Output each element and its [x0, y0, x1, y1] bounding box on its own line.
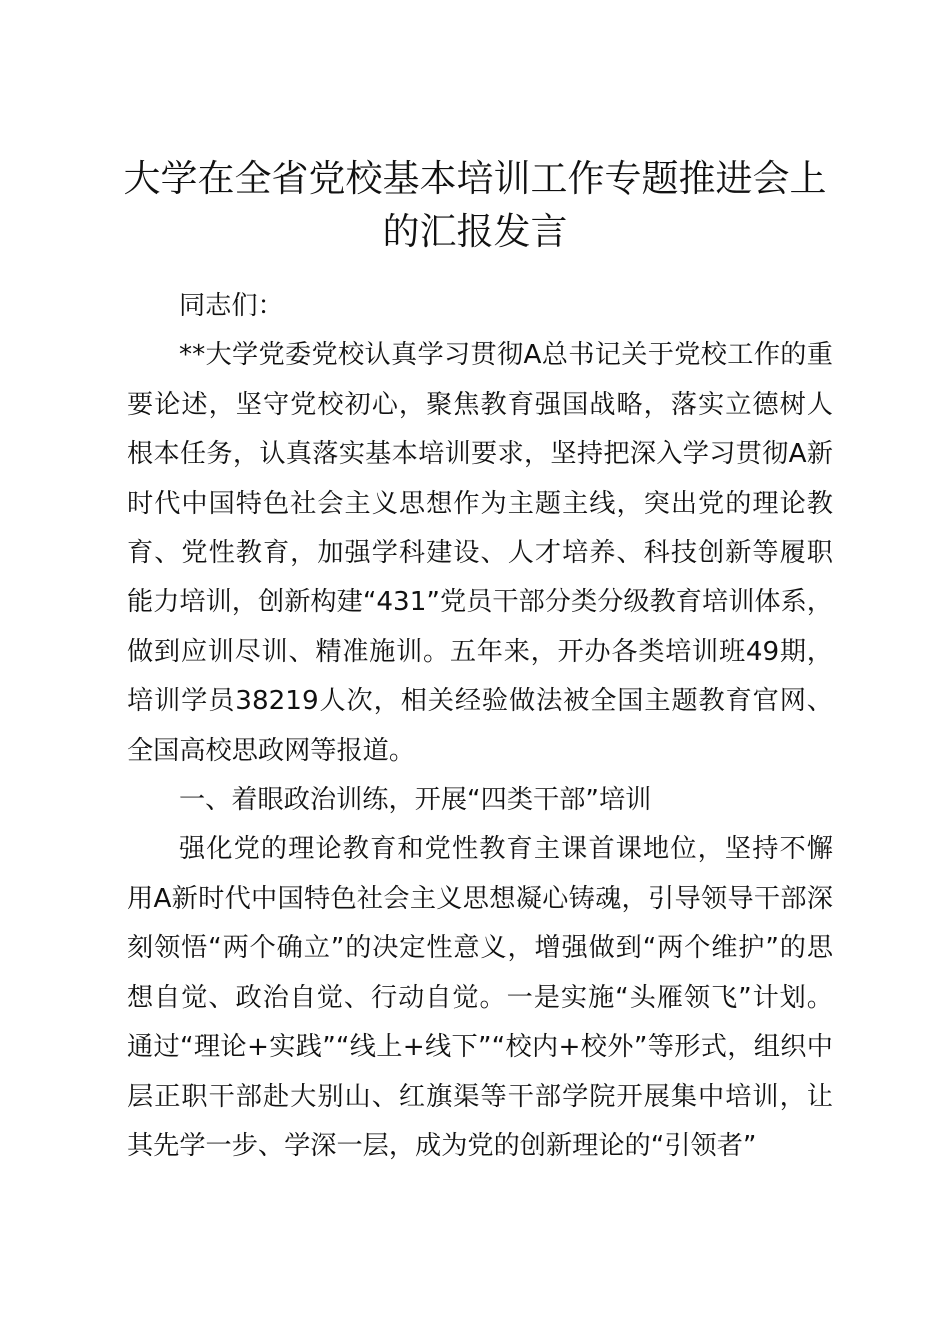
salutation: 同志们： — [179, 291, 284, 321]
document-body — [127, 282, 833, 1171]
section-heading-1: 一、着眼政治训练，开展“四类干部”培训 — [179, 785, 652, 816]
section-1-paragraph: 强化党的理论教育和党性教育主课首课地位，坚持不懈用A新时代中国特色社会主义思想凝心铸魂，引导领导干部深刻领悟“两个确立”的决定性意义，增强做到“两个维护”的思想自觉、政治自觉、行动自觉。一是实施“头雁领飞”计划。通过“理论+实践”“线上+线下”“校内+校外”等形式，组织中层正职干部赴大别山、红旗渠等干部学院开展集中培训，让其先学一步、学深一层，成为党的创新理论的“引领者” — [127, 834, 833, 1161]
document-title: 大学在全省党校基本培训工作专题推进会上的汇报发言 — [123, 157, 827, 253]
intro-paragraph: **大学党委党校认真学习贯彻A总书记关于党校工作的重要论述，坚守党校初心，聚焦教育强国战略，落实立德树人根本任务，认真落实基本培训要求，坚持把深入学习贯彻A新时代中国特色社会主义思想作为主题主线，突出党的理论教育、党性教育，加强学科建设、人才培养、科技创新等履职能力培训，创新构建“431”党员干部分类分级教育培训体系，做到应训尽训、精准施训。五年来，开办各类培训班49期，培训学员38219人次，相关经验做法被全国主题教育官网、全国高校思政网等报道。 — [127, 340, 833, 766]
